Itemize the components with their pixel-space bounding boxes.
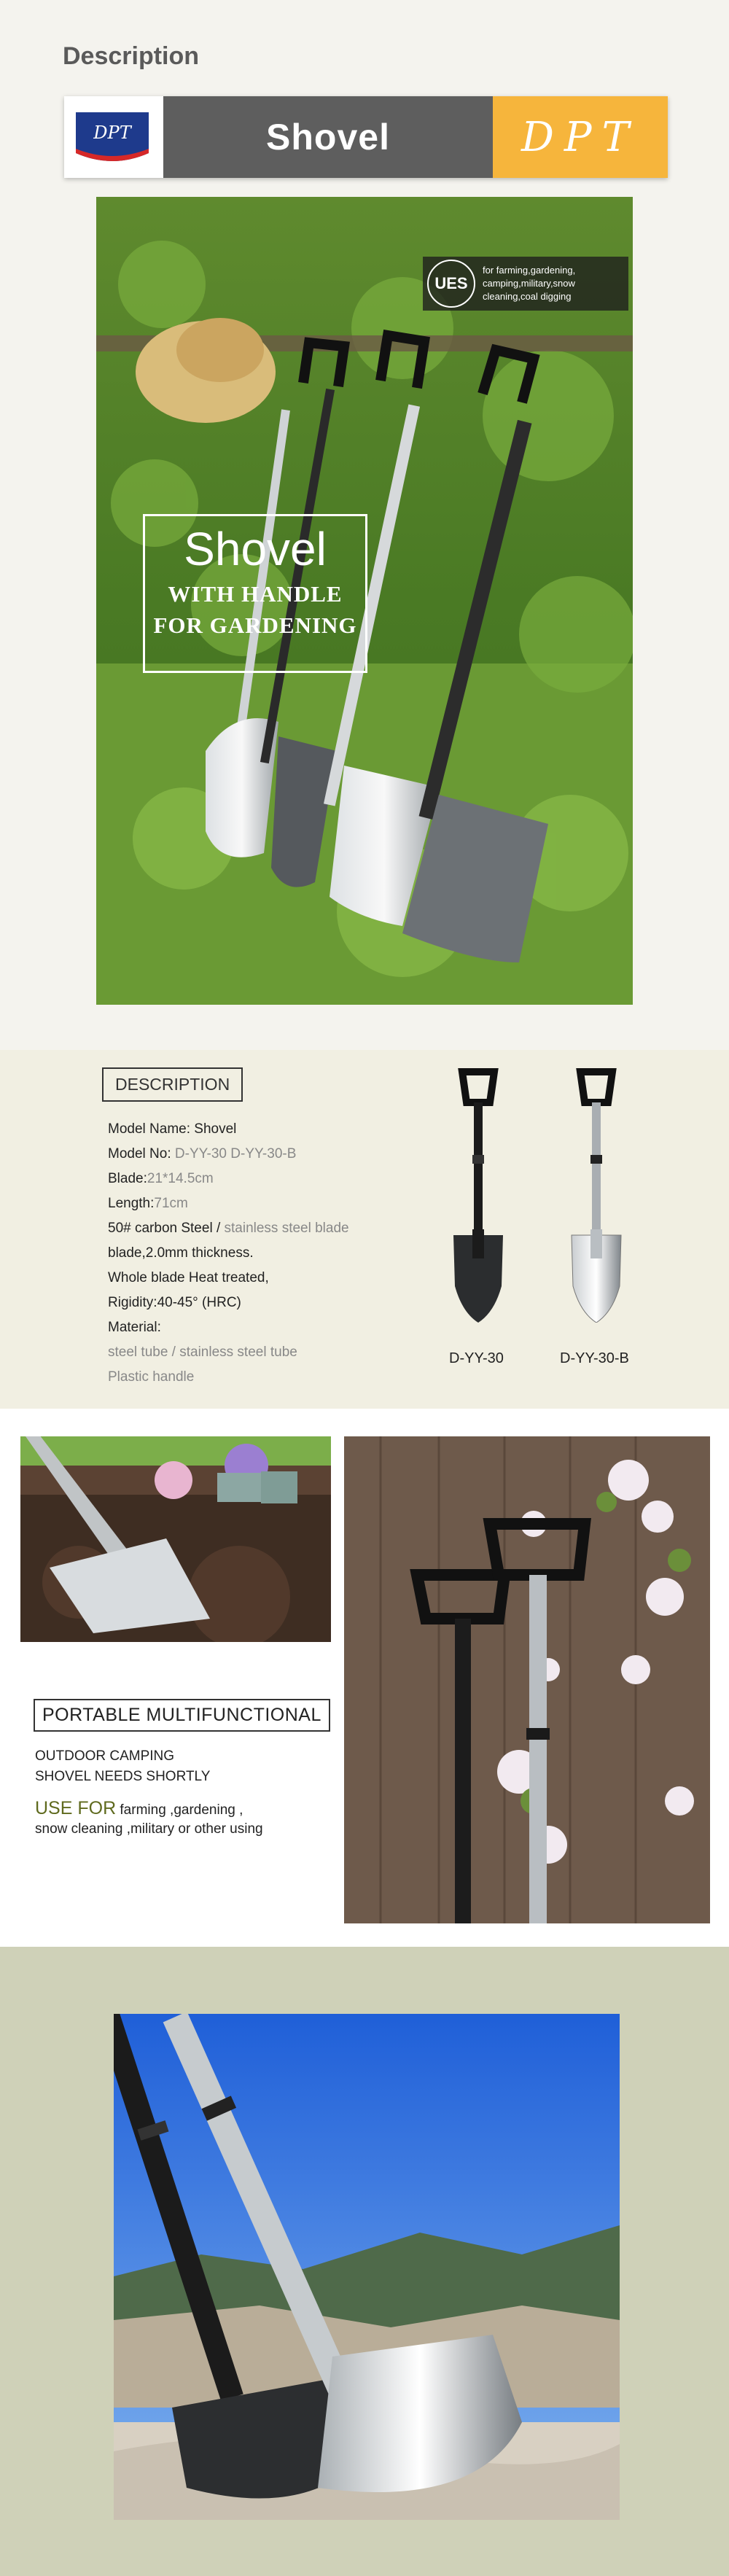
ues-logo: UES bbox=[427, 260, 475, 308]
product-name: Shovel bbox=[163, 96, 493, 178]
spec-thickness: blade,2.0mm thickness. bbox=[108, 1245, 254, 1261]
spec-material-label: Material: bbox=[108, 1320, 161, 1335]
soil-shovel-image bbox=[20, 1436, 331, 1642]
hero-title: Shovel bbox=[184, 523, 327, 575]
badge-line-3: cleaning,coal digging bbox=[483, 291, 572, 302]
brand-name: DPT bbox=[493, 96, 668, 178]
hero-subtitle-2: FOR GARDENING bbox=[153, 612, 357, 638]
ues-badge-text bbox=[483, 264, 621, 303]
spec-model-name: Model Name: Shovel bbox=[108, 1121, 237, 1137]
use-for-line bbox=[35, 1798, 243, 1819]
shovel-steel-image bbox=[564, 1067, 628, 1323]
dpt-logo-icon bbox=[74, 111, 150, 163]
product-banner bbox=[64, 96, 668, 178]
use-for-text-2: snow cleaning ,military or other using bbox=[35, 1821, 263, 1837]
use-for-label: USE FOR bbox=[35, 1798, 117, 1818]
portable-line-1: OUTDOOR CAMPING bbox=[35, 1748, 175, 1764]
spec-blade: Blade:21*14.5cm bbox=[108, 1171, 214, 1186]
spec-length: Length:71cm bbox=[108, 1196, 188, 1211]
description-section bbox=[0, 1050, 729, 1409]
spec-model-no: Model No: D-YY-30 D-YY-30-B bbox=[108, 1146, 297, 1161]
spec-material-handle: Plastic handle bbox=[108, 1369, 195, 1385]
sky-photo bbox=[114, 2014, 620, 2520]
hero-photo bbox=[96, 197, 633, 1005]
hero-subtitle-1: WITH HANDLE bbox=[168, 581, 343, 607]
sand-shovels-image bbox=[114, 2014, 620, 2520]
logo-text: DPT bbox=[93, 122, 131, 143]
spec-material-tube: steel tube / stainless steel tube bbox=[108, 1345, 297, 1360]
page-heading: Description bbox=[63, 42, 200, 70]
spec-heat: Whole blade Heat treated, bbox=[108, 1270, 269, 1285]
portable-section bbox=[0, 1409, 729, 1947]
use-for-text-1: farming ,gardening , bbox=[120, 1802, 243, 1818]
spec-rigidity: Rigidity:40-45° (HRC) bbox=[108, 1295, 241, 1310]
hero-title-box bbox=[143, 514, 367, 673]
portable-line-2: SHOVEL NEEDS SHORTLY bbox=[35, 1769, 211, 1784]
wall-photo bbox=[344, 1436, 710, 1923]
badge-line-2: camping,military,snow bbox=[483, 278, 575, 289]
badge-line-1: for farming,gardening, bbox=[483, 265, 576, 276]
bottom-section bbox=[0, 1947, 729, 2576]
wall-shovels-image bbox=[344, 1436, 710, 1923]
model-b-label: D-YY-30-B bbox=[560, 1350, 629, 1366]
spec-steel: 50# carbon Steel / stainless steel blade bbox=[108, 1221, 349, 1236]
portable-label: PORTABLE MULTIFUNCTIONAL bbox=[34, 1699, 330, 1732]
logo-box bbox=[64, 96, 163, 178]
soil-photo bbox=[20, 1436, 331, 1642]
model-a-label: D-YY-30 bbox=[449, 1350, 504, 1366]
description-label: DESCRIPTION bbox=[102, 1067, 243, 1102]
shovel-black-image bbox=[446, 1067, 510, 1323]
spec-list bbox=[108, 1117, 349, 1390]
ues-badge bbox=[423, 257, 628, 311]
